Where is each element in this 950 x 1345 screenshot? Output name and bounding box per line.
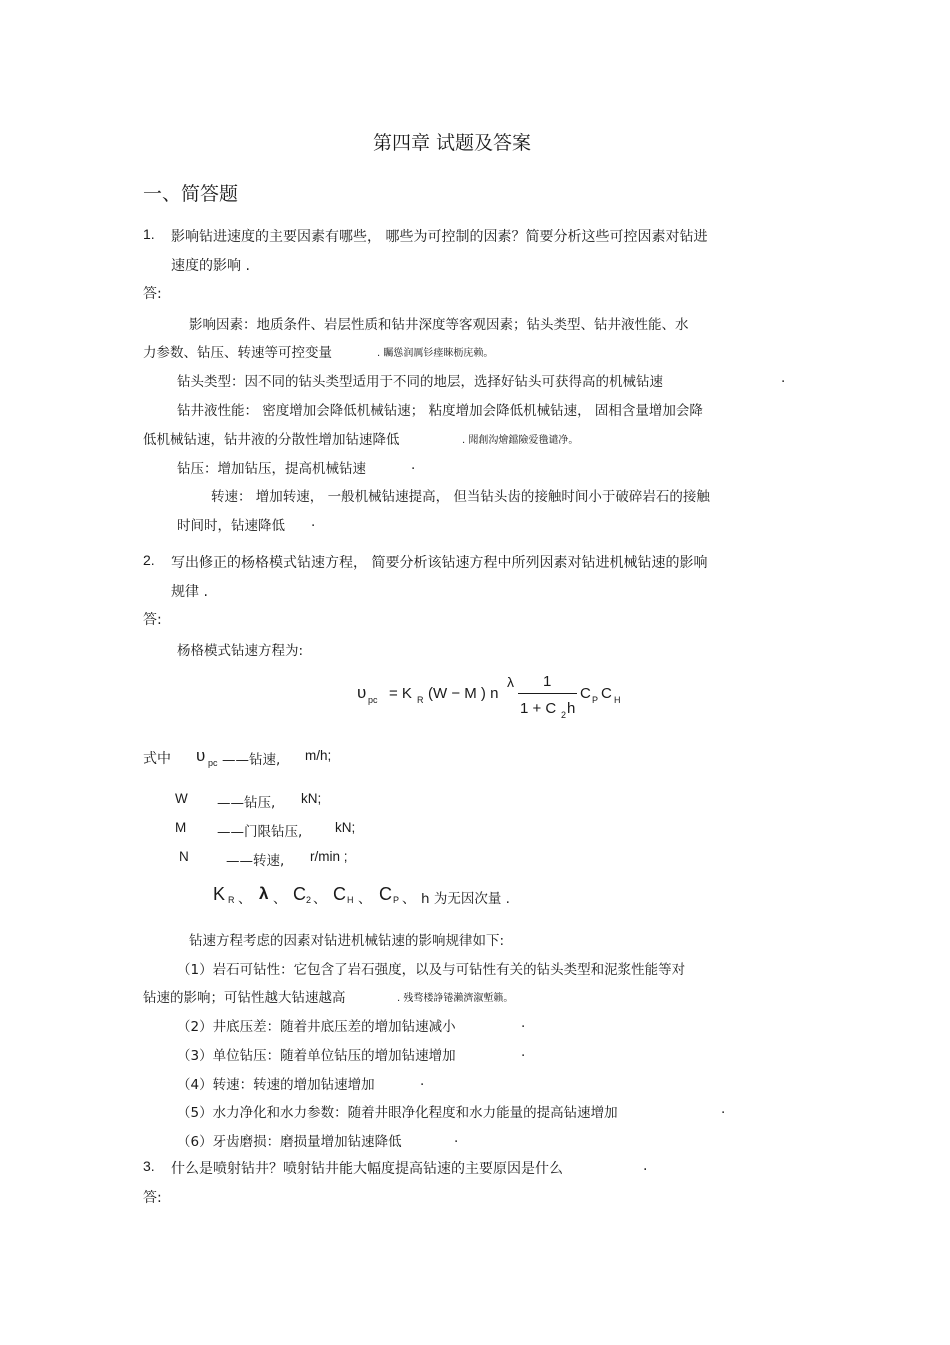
- rule-dot: .: [454, 1130, 459, 1146]
- separator: 、: [238, 891, 252, 907]
- var-desc: ——钻压,: [217, 795, 276, 811]
- var-symbol: W: [175, 791, 188, 806]
- rule-item: （2）井底压差：随着井底压差的增加钻速减小: [177, 1019, 456, 1035]
- garbled-text: . 矚慫润厲钐瘗睞枥庑赖。: [377, 348, 494, 359]
- answer-label: 答:: [143, 612, 162, 628]
- answer-text: 钻井液性能： 密度增加会降低机械钻速； 粘度增加会降低机械钻速， 固相含量增加会降: [177, 403, 703, 419]
- answer-text: 低机械钻速，钻井液的分散性增加钻速降低: [143, 432, 400, 448]
- eq-subscript: pc: [368, 695, 378, 705]
- rule-dot: .: [521, 1015, 526, 1031]
- var-unit: r/min ;: [310, 849, 348, 864]
- rule-item: （5）水力净化和水力参数：随着井眼净化程度和水力能量的提高钻速增加: [177, 1105, 618, 1121]
- separator: 、: [402, 891, 416, 907]
- dim-symbol: C: [379, 884, 392, 904]
- var-desc: ——钻速,: [222, 752, 281, 768]
- answer-text: 转速： 增加转速， 一般机械钻速提高， 但当钻头齿的接触时间小于破碎岩石的接触: [211, 489, 710, 505]
- question-text: 影响钻进速度的主要因素有哪些， 哪些为可控制的因素？简要分析这些可控因素对钻进: [171, 229, 708, 245]
- section-heading: 一、简答题: [143, 183, 239, 205]
- separator: 、: [273, 891, 287, 907]
- rule-dot: .: [521, 1044, 526, 1060]
- dim-symbol: λ: [259, 884, 269, 903]
- var-symbol: M: [175, 820, 187, 835]
- rule-item: （6）牙齿磨损：磨损量增加钻速降低: [177, 1134, 402, 1150]
- garbled-text: . 残骛楼諍锩瀨濟溆塹籟。: [397, 993, 514, 1004]
- rule-item: （3）单位钻压：随着单位钻压的增加钻速增加: [177, 1048, 456, 1064]
- eq-subscript: 2: [561, 710, 567, 720]
- eq-term: C: [580, 685, 591, 702]
- rule-dot: .: [721, 1101, 726, 1117]
- eq-subscript: R: [417, 695, 424, 705]
- eq-subscript: H: [614, 695, 621, 705]
- separator: 、: [313, 891, 327, 907]
- dim-symbol: C: [293, 884, 306, 904]
- dim-subscript: R: [228, 895, 235, 905]
- answer-text: 时间时，钻速降低: [177, 518, 285, 534]
- question-number: 2.: [143, 552, 155, 568]
- answer-text: 钻速方程考虑的因素对钻进机械钻速的影响规律如下:: [189, 933, 505, 949]
- rule-item: 钻速的影响；可钻性越大钻速越高: [143, 990, 346, 1006]
- eq-denominator: 1 + C: [520, 700, 557, 717]
- dim-symbol: C: [333, 884, 346, 904]
- eq-numerator: 1: [543, 673, 552, 690]
- question-number: 1.: [143, 226, 155, 242]
- question-text: 速度的影响 .: [171, 258, 250, 274]
- dim-subscript: P: [393, 895, 400, 905]
- var-unit: kN;: [335, 820, 356, 835]
- answer-text: 力参数、钻压、转速等可控变量: [143, 345, 332, 361]
- rule-dot: .: [420, 1073, 425, 1089]
- var-desc: ——门限钻压,: [217, 824, 303, 840]
- question-text: 规律 .: [171, 584, 208, 600]
- answer-text: .: [311, 514, 316, 530]
- var-unit: kN;: [301, 791, 322, 806]
- answer-text: .: [411, 457, 416, 473]
- dim-desc: h 为无因次量 .: [421, 891, 510, 907]
- eq-denominator: h: [567, 700, 576, 717]
- eq-subscript: P: [592, 695, 599, 705]
- answer-text: 钻头类型：因不同的钻头类型适用于不同的地层，选择好钻头可获得高的机械钻速: [177, 374, 663, 390]
- where-label: 式中: [143, 751, 171, 767]
- var-desc: ——转速,: [226, 853, 285, 869]
- separator: 、: [358, 891, 372, 907]
- page-title: 第四章 试题及答案: [373, 132, 532, 154]
- answer-text: 钻压：增加钻压，提高机械钻速: [177, 461, 366, 477]
- fraction-bar: [518, 693, 577, 694]
- dim-subscript: H: [347, 895, 354, 905]
- rule-item: （4）转速：转速的增加钻速增加: [177, 1077, 375, 1093]
- rule-item: （1）岩石可钻性：它包含了岩石强度，以及与可钻性有关的钻头类型和泥浆性能等对: [177, 962, 686, 978]
- garbled-text: . 聞創沟燴鐺險爱氇谴净。: [462, 435, 579, 446]
- answer-text: .: [781, 370, 786, 386]
- dim-subscript: 2: [306, 895, 312, 905]
- eq-term: = K: [389, 685, 412, 702]
- eq-lhs: υ: [357, 683, 367, 702]
- dim-symbol: K: [213, 884, 226, 904]
- question-number: 3.: [143, 1158, 155, 1174]
- question-text: 什么是喷射钻井？喷射钻井能大幅度提高钻速的主要原因是什么: [171, 1161, 563, 1177]
- answer-text: 影响因素：地质条件、岩层性质和钻井深度等客观因素；钻头类型、钻井液性能、水: [189, 317, 689, 333]
- question-text: .: [643, 1158, 648, 1174]
- eq-term: C: [601, 685, 612, 702]
- var-symbol: N: [179, 849, 189, 864]
- answer-text: 杨格模式钻速方程为:: [177, 643, 304, 659]
- var-unit: m/h;: [305, 748, 332, 763]
- var-symbol: υ: [196, 746, 206, 765]
- question-text: 写出修正的杨格模式钻速方程， 简要分析该钻速方程中所列因素对钻进机械钻速的影响: [171, 555, 708, 571]
- eq-exponent: λ: [507, 674, 514, 690]
- var-subscript: pc: [208, 758, 218, 768]
- eq-term: (W − M ) n: [428, 685, 499, 702]
- answer-label: 答:: [143, 1190, 162, 1206]
- answer-label: 答:: [143, 286, 162, 302]
